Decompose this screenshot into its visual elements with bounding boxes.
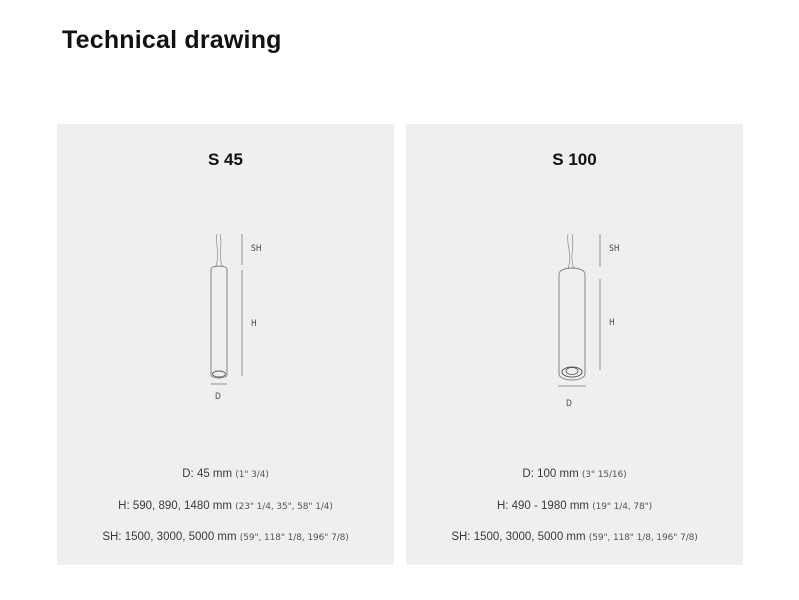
lamp-body bbox=[211, 266, 227, 378]
sh-label: SH bbox=[609, 244, 620, 254]
spec-height-imperial: (19" 1/4, 78") bbox=[592, 502, 653, 512]
product-card-s45 bbox=[57, 124, 394, 565]
spec-height-value: H: 490 - 1980 mm bbox=[496, 500, 589, 512]
cable-left bbox=[216, 234, 218, 266]
page-title: Technical drawing bbox=[62, 26, 282, 54]
lamp-aperture bbox=[213, 371, 226, 377]
cable-left bbox=[568, 234, 570, 269]
spec-suspension-value: SH: 1500, 3000, 5000 mm bbox=[102, 531, 237, 543]
spec-diameter bbox=[406, 468, 743, 480]
sh-label: SH bbox=[251, 244, 262, 254]
spec-height-imperial: (23" 1/4, 35", 58" 1/4) bbox=[235, 502, 333, 512]
spec-diameter bbox=[57, 468, 394, 480]
spec-suspension-imperial: (59", 118" 1/8, 196" 7/8) bbox=[239, 533, 349, 543]
spec-suspension-height bbox=[57, 531, 394, 543]
cable-right bbox=[572, 234, 574, 269]
spec-suspension-value: SH: 1500, 3000, 5000 mm bbox=[451, 531, 586, 543]
spec-height-value: H: 590, 890, 1480 mm bbox=[118, 500, 232, 512]
lamp-body bbox=[559, 268, 585, 380]
spec-height bbox=[406, 500, 743, 512]
spec-suspension-height bbox=[406, 531, 743, 543]
technical-drawing-s45 bbox=[57, 124, 394, 424]
lamp-aperture bbox=[562, 367, 582, 377]
lamp-reflector bbox=[566, 368, 578, 375]
product-title: S 45 bbox=[208, 150, 243, 169]
spec-suspension-imperial: (59", 118" 1/8, 196" 7/8) bbox=[588, 533, 698, 543]
spec-diameter-value: D: 100 mm bbox=[522, 468, 579, 480]
spec-diameter-imperial: (3" 15/16) bbox=[581, 470, 627, 480]
d-label: D bbox=[215, 392, 221, 402]
spec-height bbox=[57, 500, 394, 512]
cable-right bbox=[220, 234, 222, 266]
spec-diameter-imperial: (1" 3/4) bbox=[235, 470, 269, 480]
product-title: S 100 bbox=[552, 150, 597, 169]
d-label: D bbox=[566, 399, 572, 409]
product-card-s100 bbox=[406, 124, 743, 565]
h-label: H bbox=[251, 319, 257, 329]
spec-diameter-value: D: 45 mm bbox=[182, 468, 233, 480]
technical-drawing-s100 bbox=[406, 124, 743, 424]
h-label: H bbox=[609, 318, 615, 328]
